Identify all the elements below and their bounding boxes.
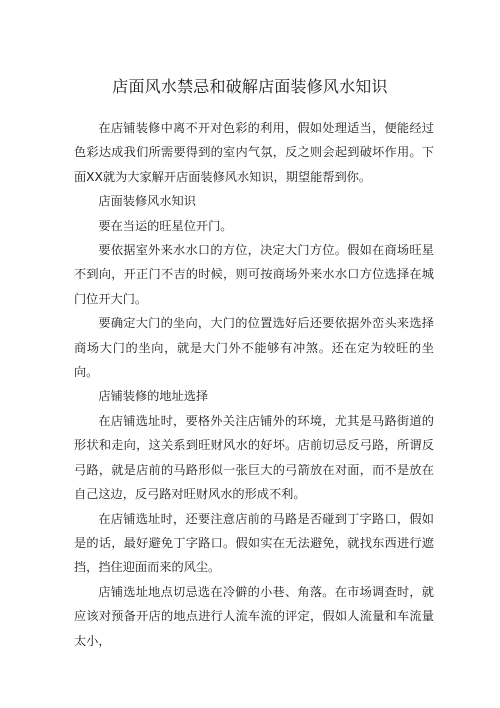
section-heading-knowledge: 店面装修风水知识 (98, 194, 196, 209)
page-title: 店面风水禁忌和破解店面装修风水知识 (112, 76, 388, 96)
paragraph-quiet-alley: 店铺选址地点切忌选在冷僻的小巷、角落。在市场调查时，就应该对预备开店的地点进行人流车流的评定，假如人流量和车流量太小， (74, 584, 434, 648)
paragraph-reverse-bow-road: 在店铺选址时，要格外关注店铺外的环境，尤其是马路街道的形状和走向，这关系到旺财风水的好坏。店前切忌反弓路，所谓反弓路，就是店前的马路形似一张巨大的弓箭放在对面，而不是放在自己这边，反弓路对旺财风水的形成不利。 (74, 413, 434, 502)
paragraph-door-position: 要在当运的旺星位开门。 (98, 218, 233, 233)
paragraph-water-outlet: 要依据室外来水水口的方位，决定大门方位。假如在商场旺星不到向，开正门不吉的时候，则可按商场外来水水口方位选择在城门位开大门。 (74, 243, 434, 306)
paragraph-t-junction: 在店铺选址时，还要注意店前的马路是否碰到丁字路口，假如是的话，最好避免丁字路口。假如实在无法避免，就找东西进行遮挡，挡住迎面而来的风尘。 (74, 511, 434, 575)
paragraph-intro: 在店铺装修中离不开对色彩的利用，假如处理适当，便能经过色彩达成我们所需要得到的室内气氛，反之则会起到破坏作用。下面XX就为大家解开店面装修风水知识，期望能帮到你。 (74, 121, 434, 184)
paragraph-door-orientation: 要确定大门的坐向，大门的位置选好后还要依据外峦头来选择商场大门的坐向，就是大门外不能够有冲煞。还在定为较旺的坐向。 (74, 316, 434, 380)
article-body (74, 116, 434, 653)
section-heading-location: 店铺装修的地址选择 (98, 389, 209, 404)
